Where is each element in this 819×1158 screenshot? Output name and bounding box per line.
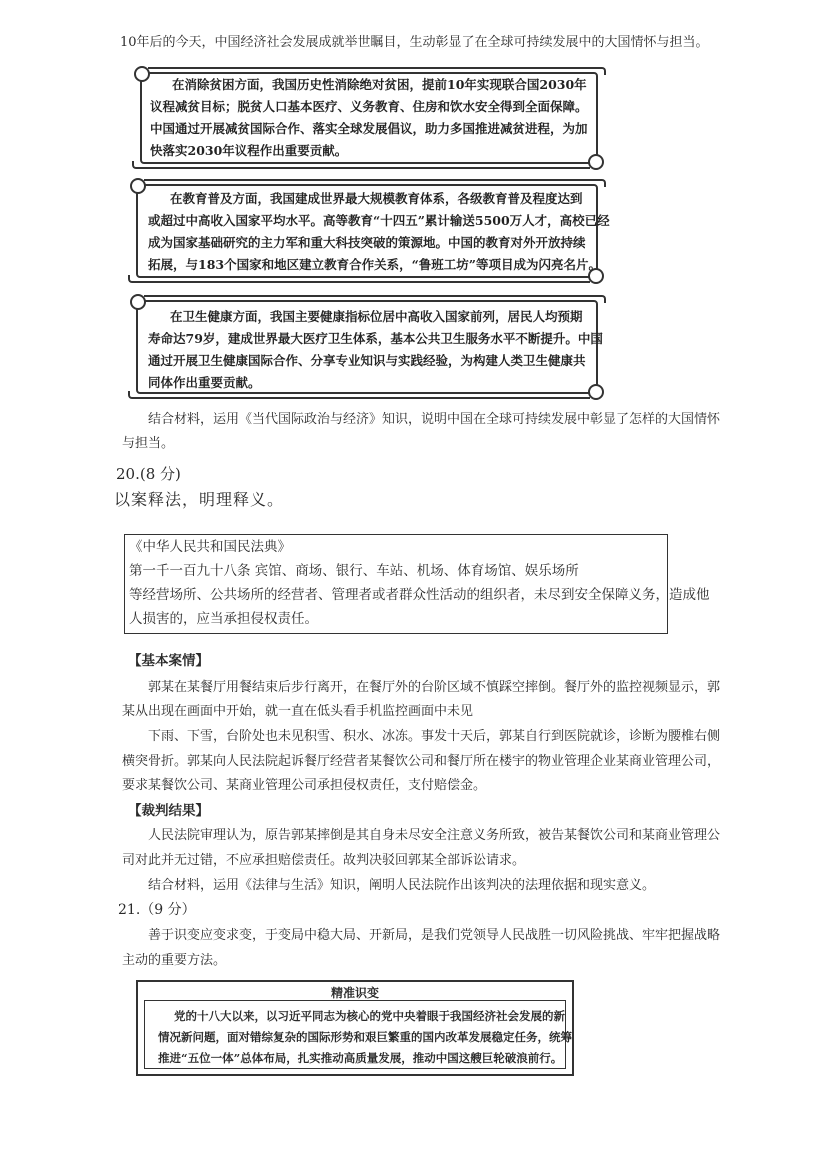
case-line: 某从出现在画面中开始，就一直在低头看手机监控画面中未见 <box>122 704 474 719</box>
verdict-heading: 【裁判结果】 <box>128 803 209 819</box>
q20-header: 20.(8 分) <box>116 465 181 483</box>
law-line: 第一千一百九十八条 宾馆、商场、银行、车站、机场、体育场馆、娱乐场所 <box>129 563 579 579</box>
box-title: 精准识变 <box>330 986 379 1000</box>
case-line: 下雨、下雪，台阶处也未见积雪、积水、冰冻。事发十天后，郭某自行到医院就诊，诊断为腰椎右侧 <box>148 729 721 744</box>
material-box-precise <box>136 980 574 1076</box>
box-line: 党的十八大以来，以习近平同志为核心的党中央着眼于我国经济社会发展的新 <box>174 1009 565 1023</box>
verdict-prompt: 结合材料，运用《法律与生活》知识，阐明人民法院作出该判决的法理依据和现实意义。 <box>148 878 656 893</box>
scroll-line: 成为国家基础研究的主力军和重大科技突破的策源地。中国的教育对外开放持续 <box>148 235 586 250</box>
verdict-line: 司对此并无过错，不应承担赔偿责任。故判决驳回郭某全部诉讼请求。 <box>122 853 526 868</box>
q21-intro-line-2: 主动的重要方法。 <box>122 953 227 968</box>
basic-case-heading: 【基本案情】 <box>128 653 209 669</box>
material-scroll-education <box>136 184 610 278</box>
q19-prompt-line-1: 结合材料，运用《当代国际政治与经济》知识，说明中国在全球可持续发展中彰显了怎样的大国情怀 <box>148 412 721 427</box>
scroll-line: 在教育普及方面，我国建成世界最大规模教育体系，各级教育普及程度达到 <box>170 191 583 206</box>
box-line: 情况新问题，面对错综复杂的国际形势和艰巨繁重的国内改革发展稳定任务，统筹 <box>158 1030 572 1044</box>
case-line: 横突骨折。郭某向人民法院起诉餐厅经营者某餐饮公司和餐厅所在楼宇的物业管理企业某商业管理公司， <box>122 754 721 769</box>
q21-header: 21.（9 分） <box>118 902 196 918</box>
case-line: 郭某在某餐厅用餐结束后步行离开，在餐厅外的台阶区域不慎踩空摔倒。餐厅外的监控视频显示，郭 <box>148 680 721 695</box>
scroll-line: 在卫生健康方面，我国主要健康指标位居中高收入国家前列，居民人均预期 <box>170 309 583 324</box>
q19-prompt-line-2: 与担当。 <box>122 436 175 451</box>
scroll-line: 中国通过开展减贫国际合作、落实全球发展倡议，助力多国推进减贫进程，为加 <box>150 121 588 136</box>
q21-intro-line-1: 善于识变应变求变，于变局中稳大局、开新局，是我们党领导人民战胜一切风险挑战、牢牢把握战略 <box>148 928 721 943</box>
scroll-line: 或超过中高收入国家平均水平。高等教育“十四五”累计输送5500万人才，高校已经 <box>148 213 610 228</box>
scroll-line: 快落实2030年议程作出重要贡献。 <box>150 143 348 158</box>
law-line: 人损害的，应当承担侵权责任。 <box>129 611 318 627</box>
scroll-line: 议程减贫目标；脱贫人口基本医疗、义务教育、住房和饮水安全得到全面保障。 <box>150 99 588 114</box>
law-line: 等经营场所、公共场所的经营者、管理者或者群众性活动的组织者，未尽到安全保障义务，造成他 <box>129 587 710 603</box>
scroll-line: 拓展，与183个国家和地区建立教育合作关系，“鲁班工坊”等项目成为闪亮名片。 <box>148 257 601 272</box>
scroll-line: 通过开展卫生健康国际合作、分享专业知识与实践经验，为构建人类卫生健康共 <box>148 353 586 368</box>
box-line: 推进“五位一体”总体布局，扎实推动高质量发展，推动中国这艘巨轮破浪前行。 <box>158 1051 563 1065</box>
material-scroll-poverty <box>140 72 598 164</box>
scroll-line: 同体作出重要贡献。 <box>148 375 261 390</box>
verdict-line: 人民法院审理认为，原告郭某摔倒是其自身未尽安全注意义务所致，被告某餐饮公司和某商业管理公 <box>148 828 721 843</box>
q20-title: 以案释法，明理释义。 <box>114 490 285 509</box>
intro-line: 10年后的今天，中国经济社会发展成就举世瞩目，生动彰显了在全球可持续发展中的大国情怀与担当。 <box>120 35 709 50</box>
law-quote-box <box>124 534 710 634</box>
scroll-line: 在消除贫困方面，我国历史性消除绝对贫困，提前10年实现联合国2030年 <box>172 77 587 92</box>
scroll-line: 寿命达79岁，建成世界最大医疗卫生体系，基本公共卫生服务水平不断提升。中国 <box>148 331 603 346</box>
case-line: 要求某餐饮公司、某商业管理公司承担侵权责任，支付赔偿金。 <box>122 778 487 793</box>
law-title: 《中华人民共和国民法典》 <box>129 539 291 555</box>
material-scroll-health <box>136 300 603 394</box>
